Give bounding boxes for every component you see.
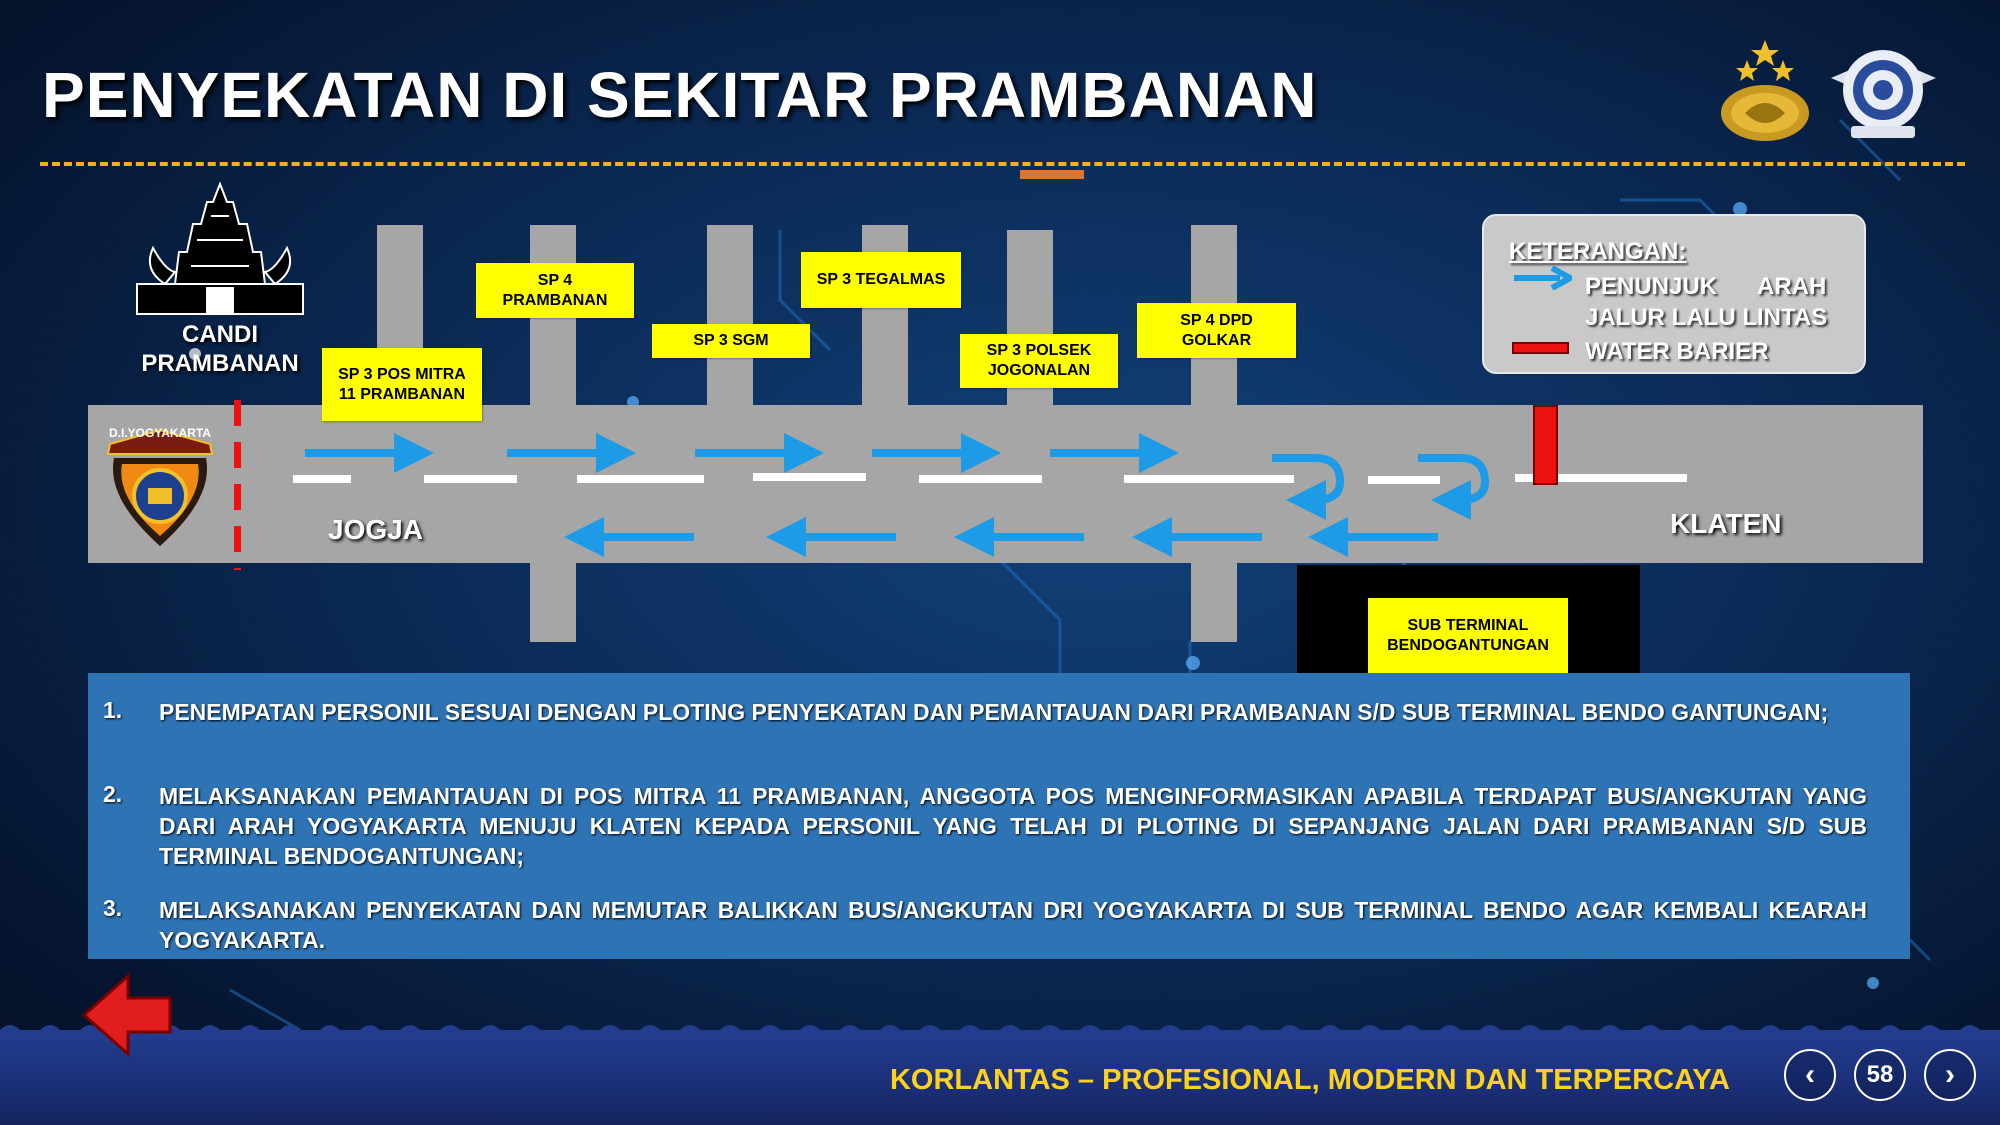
footer-tagline: KORLANTAS – PROFESIONAL, MODERN DAN TERPERCAYA — [889, 1064, 1730, 1096]
checkpoint-label: SP 4 PRAMBANAN — [476, 263, 634, 318]
note-number: 2. — [103, 781, 123, 807]
checkpoint-label: SP 3 POLSEK JOGONALAN — [960, 334, 1118, 388]
checkpoint-label: SP 3 TEGALMAS — [801, 252, 961, 308]
badge-label: D.I.YOGYAKARTA — [108, 426, 211, 440]
note-number: 1. — [103, 697, 123, 723]
checkpoint-label: SP 3 POS MITRA 11 PRAMBANAN — [322, 348, 482, 421]
legend-arrow-label: ARAH — [1757, 273, 1827, 300]
note-text: PENEMPATAN PERSONIL SESUAI DENGAN PLOTING PENYEKATAN DAN PEMANTAUAN DARI PRAMBANAN S/D SUB TERMINAL BENDO GANTUNGAN; — [159, 699, 1829, 725]
terminal-label: SUB TERMINAL BENDOGANTUNGAN — [1368, 598, 1568, 673]
page-number-badge — [1854, 1049, 1906, 1101]
klaten-label: KLATEN — [1670, 508, 1782, 539]
barrier-legend-icon — [1512, 342, 1569, 354]
back-arrow-button[interactable] — [80, 970, 175, 1060]
note-number: 3. — [103, 895, 123, 921]
next-slide-button[interactable] — [1924, 1049, 1976, 1101]
water-barrier — [1533, 405, 1558, 485]
legend-barrier-label: WATER BARIER — [1585, 338, 1769, 365]
temple-icon — [135, 180, 305, 318]
legend-arrow-label: PENUNJUK — [1585, 273, 1718, 300]
page-title: PENYEKATAN DI SEKITAR PRAMBANAN — [42, 59, 1318, 131]
red-dashed-boundary — [234, 400, 241, 570]
arrow-legend-icon — [1512, 266, 1572, 290]
legend-arrow-label: JALUR LALU LINTAS — [1585, 304, 1828, 331]
note-text: MELAKSANAKAN PEMANTAUAN DI POS MITRA 11 PRAMBANAN, ANGGOTA POS MENGINFORMASIKAN APABILA TERDAPAT BUS/ANGKUTAN YANG DARI ARAH YOGYAKARTA MENUJU KLATEN KEPADA PERSONIL YANG TELAH DI PLOTING DI SEPANJANG JALAN DARI PRAMBANAN S/D SUB TERMINAL BENDOGANTUNGAN; — [159, 783, 1867, 869]
checkpoint-label: SP 3 SGM — [652, 324, 810, 358]
note-text: MELAKSANAKAN PENYEKATAN DAN MEMUTAR BALIKKAN BUS/ANGKUTAN DRI YOGYAKARTA DI SUB TERMINAL BENDO AGAR KEMBALI KEARAH YOGYAKARTA. — [159, 897, 1867, 953]
landmark-label: CANDI PRAMBANAN — [141, 321, 299, 377]
jogja-label: JOGJA — [328, 514, 423, 545]
legend-title: KETERANGAN: — [1509, 238, 1687, 265]
notes-panel — [88, 673, 1910, 959]
chevron-left-icon: ‹ — [1805, 1058, 1815, 1091]
page-number: 58 — [1866, 1061, 1894, 1088]
prev-slide-button[interactable] — [1784, 1049, 1836, 1101]
checkpoint-label: SP 4 DPD GOLKAR — [1137, 303, 1296, 358]
footer-wave — [0, 1020, 2000, 1040]
chevron-right-icon: › — [1945, 1058, 1955, 1091]
